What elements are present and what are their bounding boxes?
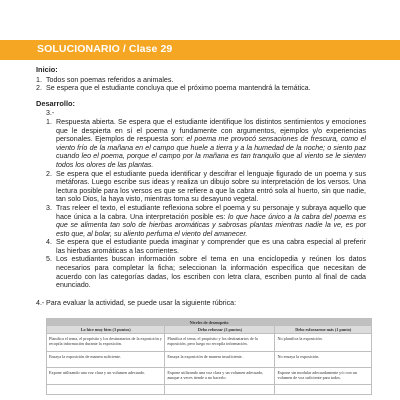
answer-item	[46, 170, 366, 204]
item-number: 4.-	[36, 298, 45, 307]
inicio-section	[36, 66, 366, 93]
rubric-cell: Expone utilizando una voz clara y un volumen adecuado.	[47, 368, 165, 385]
item-text: Los estudiantes buscan información sobre el tema en una enciclopedia y reúnen los datos necesarios para completar la ficha; seleccionan la información específica que necesitan de acuerdo con las categorías dadas, los escriben con letra clara, escriben punto al final de cada enunciado.	[56, 255, 366, 290]
table-row	[47, 334, 372, 352]
rubric-cell: No planifica la exposición.	[275, 334, 372, 352]
page-title: SOLUCIONARIO / Clase 29	[37, 43, 173, 55]
top-strip	[0, 0, 400, 26]
rubric-table	[46, 318, 372, 395]
inicio-title: Inicio:	[36, 65, 58, 74]
rubric-cell	[165, 385, 275, 395]
rubric-level-header: Niveles de desempeño	[47, 319, 372, 326]
item-number: 1.	[36, 75, 42, 84]
rubric-cell: Planifica el tema, el propósito y los destinatarios de la exposición, pero luego no recopila información.	[165, 334, 275, 352]
rubric-column-header: Lo hice muy bien (3 puntos)	[47, 326, 165, 334]
item-text: Tras releer el texto, el estudiante reflexiona sobre el poema y su personaje y subraya aquello que hace única a la cabra. Una interpretación posible es:	[56, 203, 366, 221]
answer-item	[46, 118, 366, 170]
rubric-cell: Planifica el tema, el propósito y los destinatarios de la exposición y recopila información durante la exposición.	[47, 334, 165, 352]
table-row	[47, 368, 372, 385]
item-text: Respuesta abierta. Se espera que el estudiante identifique los distintos sentimientos y emociones que le despierta en sí el poema y fundamente con argumentos, ejemplos y/o experiencias personales. Ejemplos de respuesta son:	[56, 117, 366, 144]
rubric-cell	[47, 385, 165, 395]
header-bar	[0, 40, 400, 60]
rubric-cell: Ensaya la exposición de manera insuficiente.	[165, 352, 275, 368]
rubric-column-header: Debo reforzar (2 puntos)	[165, 326, 275, 334]
item-number: 1.	[46, 117, 52, 126]
activity-number: 3.-	[46, 109, 55, 118]
rubric-cell	[275, 385, 372, 395]
list-item	[36, 84, 366, 93]
item-number: 2.	[46, 169, 52, 178]
document-body	[36, 66, 366, 307]
item-example: el poema me provocó sensaciones de frescura, como el viento frío de la mañana en el campo que huele a tierra y a la humedad de la noche; o siento paz cuando leo el poema, porque el campo por la mañana es tan tranquilo que al viento se le sienten todos los olores de las plantas.	[56, 135, 367, 169]
answer-item	[46, 238, 366, 255]
item-text: Se espera que el estudiante pueda imaginar y comprender que es una cabra especial al preferir las hierbas aromáticas a las corrientes.	[56, 238, 366, 255]
table-row	[47, 385, 372, 395]
desarrollo-title: Desarrollo:	[36, 98, 76, 108]
item-text: Para evaluar la actividad, se puede usar la siguiente rúbrica:	[46, 298, 237, 307]
rubric-cell: No ensaya la exposición.	[275, 352, 372, 368]
item-text: Todos son poemas referidos a animales.	[46, 75, 174, 84]
answer-item	[46, 204, 366, 238]
item-text: Se espera que el estudiante concluya que el próximo poema mantendrá la temática.	[46, 84, 311, 93]
table-row	[47, 352, 372, 368]
evaluar-line	[36, 299, 366, 308]
desarrollo-section	[36, 100, 366, 290]
item-number: 2.	[36, 84, 42, 93]
list-item	[36, 76, 366, 85]
rubric-cell: Expone utilizando una voz clara y un volumen adecuado, aunque a veces tiende a no hacerlo.	[165, 368, 275, 385]
rubric-column-header: Debo esforzarme más (1 punto)	[275, 326, 372, 334]
rubric-cell: Ensaya la exposición de manera suficiente.	[47, 352, 165, 368]
rubric-cell: Expone sin modular adecuadamente y/o con un volumen de voz suficiente para todos.	[275, 368, 372, 385]
answer-item	[46, 255, 366, 289]
item-number: 3.	[46, 203, 52, 212]
item-text: Se espera que el estudiante pueda identificar y descifrar el lenguaje figurado de un poema y sus metáforas. Luego escribe sus ideas y realiza un dibujo sobre su interpretación de los versos. Una lectura posible para los versos es que se refiere a que la cabra entró sola al huerto, sin que nadie, tan solo Dios, la haya visto, mientras toma su desayuno vegetal.	[56, 169, 366, 204]
item-example: lo que hace único a la cabra del poema es que se alimenta tan solo de hierbas aromáticas y sabrosas plantas mientras nadie la ve, es por esto que, al bolar, su aliento perfuma el viento del amanecer.	[56, 212, 366, 238]
item-number: 5.	[46, 255, 52, 264]
item-number: 4.	[46, 238, 52, 247]
